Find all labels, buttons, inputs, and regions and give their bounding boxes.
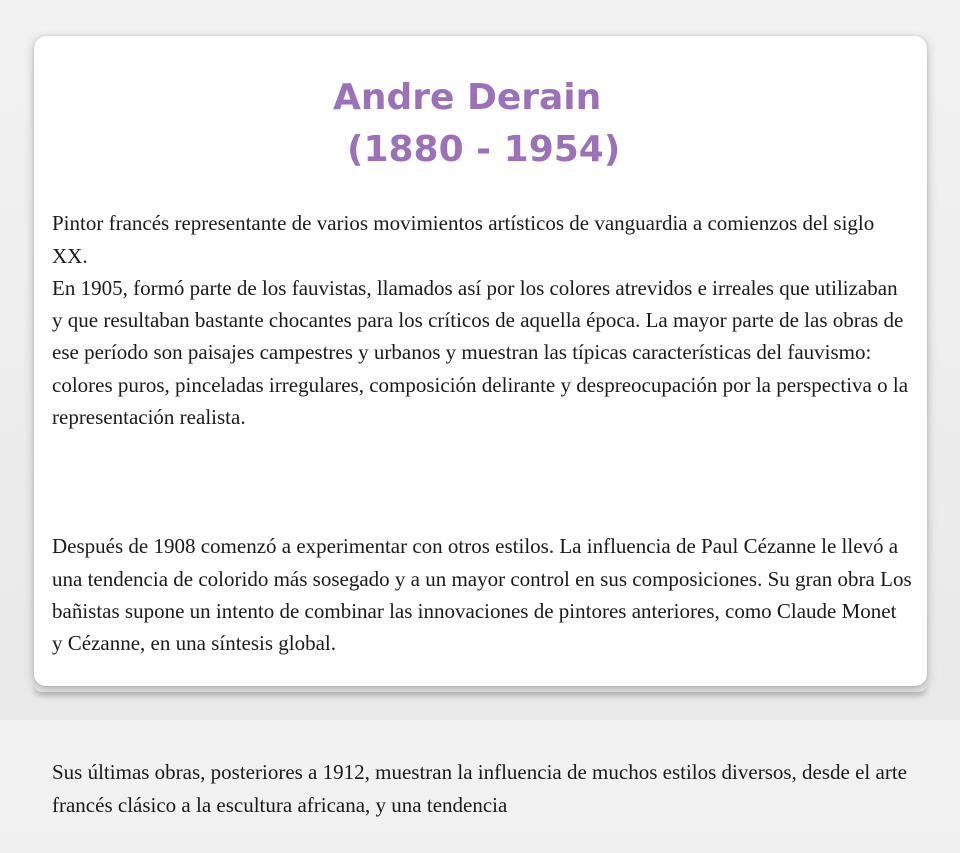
body-paragraph-1: Pintor francés representante de varios movimientos artísticos de vanguardia a comienzos del siglo XX. En 1905, formó parte de los fauvistas, llamados así por los colores atrevidos e irreales que utilizaban y que resultaban bastante chocantes para los críticos de aquella época. La mayor parte de las obras de ese período son paisajes campestres y urbanos y muestran las típicas características del fauvismo: colores puros, pinceladas irregulares, composición delirante y despreocupación por la perspectiva o la representación realista. [52,211,909,430]
slide-subtitle: (1880 - 1954) [347,129,621,170]
slide-title-text: Andre Derain [333,77,602,118]
body-paragraph-3: Sus últimas obras, posteriores a 1912, muestran la influencia de muchos estilos diversos, desde el arte francés clásico a la escultura africana, y una tendencia [52,760,907,817]
paragraph-spacer [52,692,912,724]
slide-body [52,175,912,853]
paragraph-spacer [52,466,912,498]
body-paragraph-2: Después de 1908 comenzó a experimentar con otros estilos. La influencia de Paul Cézanne le llevó a una tendencia de colorido más sosegado y a un mayor control en sus composiciones. Su gran obra Los bañistas supone un intento de combinar las innovaciones de pintores anteriores, como Claude Monet y Cézanne, en una síntesis global. [52,534,912,656]
